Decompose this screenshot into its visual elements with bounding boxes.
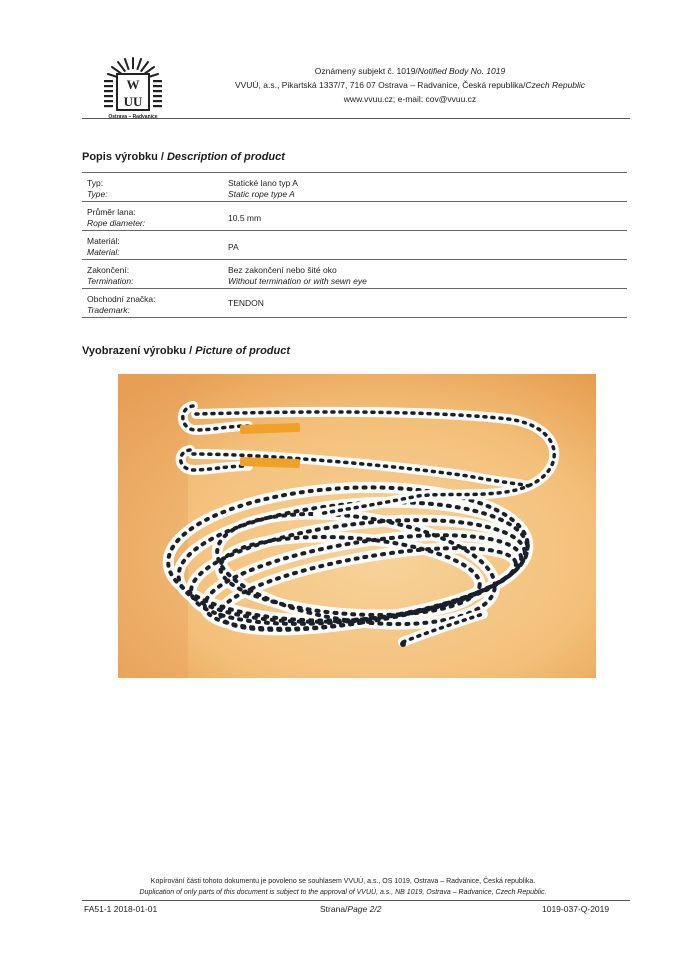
table-row: Průměr lana: Rope diameter: 10.5 mm: [82, 201, 627, 230]
footer-divider: [82, 900, 630, 901]
vvuu-logo: [101, 52, 165, 122]
svg-text:W: W: [126, 77, 140, 92]
description-title: Popis výrobku / Description of product: [82, 151, 285, 163]
document-header: [210, 64, 610, 106]
form-code: FA51-1 2018-01-01: [84, 904, 158, 914]
document-number: 1019-037-Q-2019: [542, 904, 610, 914]
picture-title: Vyobrazení výrobku / Picture of product: [82, 345, 291, 357]
copy-notice-cz: Kopírování části tohoto dokumentu je povoleno se souhlasem VVUÚ, a.s., OS 1019, Ostrava – Radvanice, Česká republika.: [150, 878, 536, 885]
table-row: Zakončení: Termination: Bez zakončení nebo šité oko Without termination or with sewn eye: [82, 259, 627, 288]
table-row: Materiál: Material: PA: [82, 230, 627, 259]
description-table: [82, 172, 627, 318]
table-row: Obchodní značka: Trademark: TENDON: [82, 288, 627, 318]
header-line-2: VVUÚ, a.s., Pikartská 1337/7, 716 07 Ostrava – Radvanice, Česká republika/Czech Republic: [234, 80, 586, 90]
copy-notice-en: Duplication of only parts of this document is subject to the approval of VVUÚ, a.s., NB 1019, Ostrava – Radvanice, Czech Republic.: [139, 889, 547, 896]
page-number: Strana/Page 2/2: [320, 904, 382, 914]
svg-text:UU: UU: [123, 94, 143, 109]
product-photo: [118, 374, 596, 678]
header-line-1: Oznámený subjekt č. 1019/Notified Body No. 1019: [314, 66, 506, 76]
logo-caption: Ostrava – Radvanice: [108, 114, 158, 120]
header-line-3: www.vvuu.cz; e-mail: cov@vvuu.cz: [343, 94, 477, 104]
table-row: Typ: Type: Statické lano typ A Static rope type A: [82, 172, 627, 201]
header-divider: [82, 118, 630, 119]
